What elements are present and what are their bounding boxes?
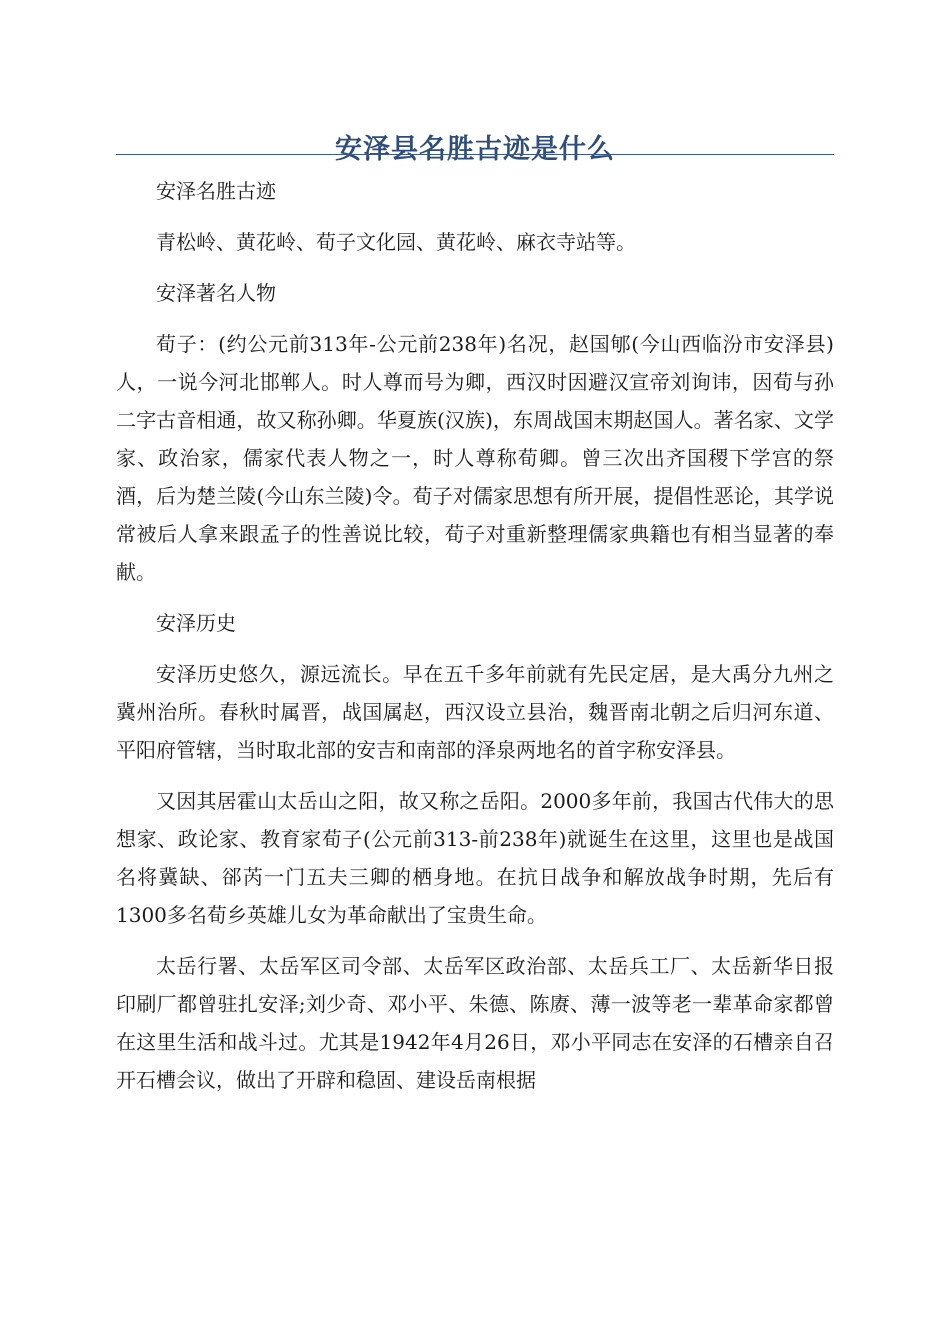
heading-history: 安泽历史: [156, 611, 236, 635]
document-body: [116, 172, 834, 1112]
paragraph-history-1: 安泽历史悠久，源远流长。早在五千多年前就有先民定居，是大禹分九州之冀州治所。春秋时属晋，战国属赵，西汉设立县治，魏晋南北朝之后归河东道、平阳府管辖，当时取北部的安吉和南部的泽泉两地名的首字称安泽县。: [116, 662, 834, 762]
title-underline: [116, 154, 834, 155]
paragraph-history-2: 又因其居霍山太岳山之阳，故又称之岳阳。2000多年前，我国古代伟大的思想家、政论家、教育家荀子(公元前313-前238年)就诞生在这里，这里也是战国名将冀缺、郤芮一门五夫三卿的栖身地。在抗日战争和解放战争时期，先后有1300多名荀乡英雄儿女为革命献出了宝贵生命。: [116, 789, 834, 927]
heading-famous-people: 安泽著名人物: [156, 281, 276, 305]
heading-scenic-spots: 安泽名胜古迹: [156, 179, 276, 203]
paragraph-scenic-list: 青松岭、黄花岭、荀子文化园、黄花岭、麻衣寺站等。: [156, 230, 636, 254]
paragraph-xunzi: 荀子：(约公元前313年-公元前238年)名况，赵国郇(今山西临汾市安泽县)人，一说今河北邯郸人。时人尊而号为卿，西汉时因避汉宣帝刘询讳，因荀与孙二字古音相通，故又称孙卿。华夏族(汉族)，东周战国末期赵国人。著名家、文学家、政治家，儒家代表人物之一，时人尊称荀卿。曾三次出齐国稷下学宫的祭酒，后为楚兰陵(今山东兰陵)令。荀子对儒家思想有所开展，提倡性恶论，其学说常被后人拿来跟孟子的性善说比较，荀子对重新整理儒家典籍也有相当显著的奉献。: [116, 332, 834, 584]
paragraph-history-3: 太岳行署、太岳军区司令部、太岳军区政治部、太岳兵工厂、太岳新华日报印刷厂都曾驻扎安泽;刘少奇、邓小平、朱德、陈赓、薄一波等老一辈革命家都曾在这里生活和战斗过。尤其是1942年4月26日，邓小平同志在安泽的石槽亲自召开石槽会议，做出了开辟和稳固、建设岳南根据: [116, 954, 834, 1092]
page-title: 安泽县名胜古迹是什么: [335, 134, 615, 166]
